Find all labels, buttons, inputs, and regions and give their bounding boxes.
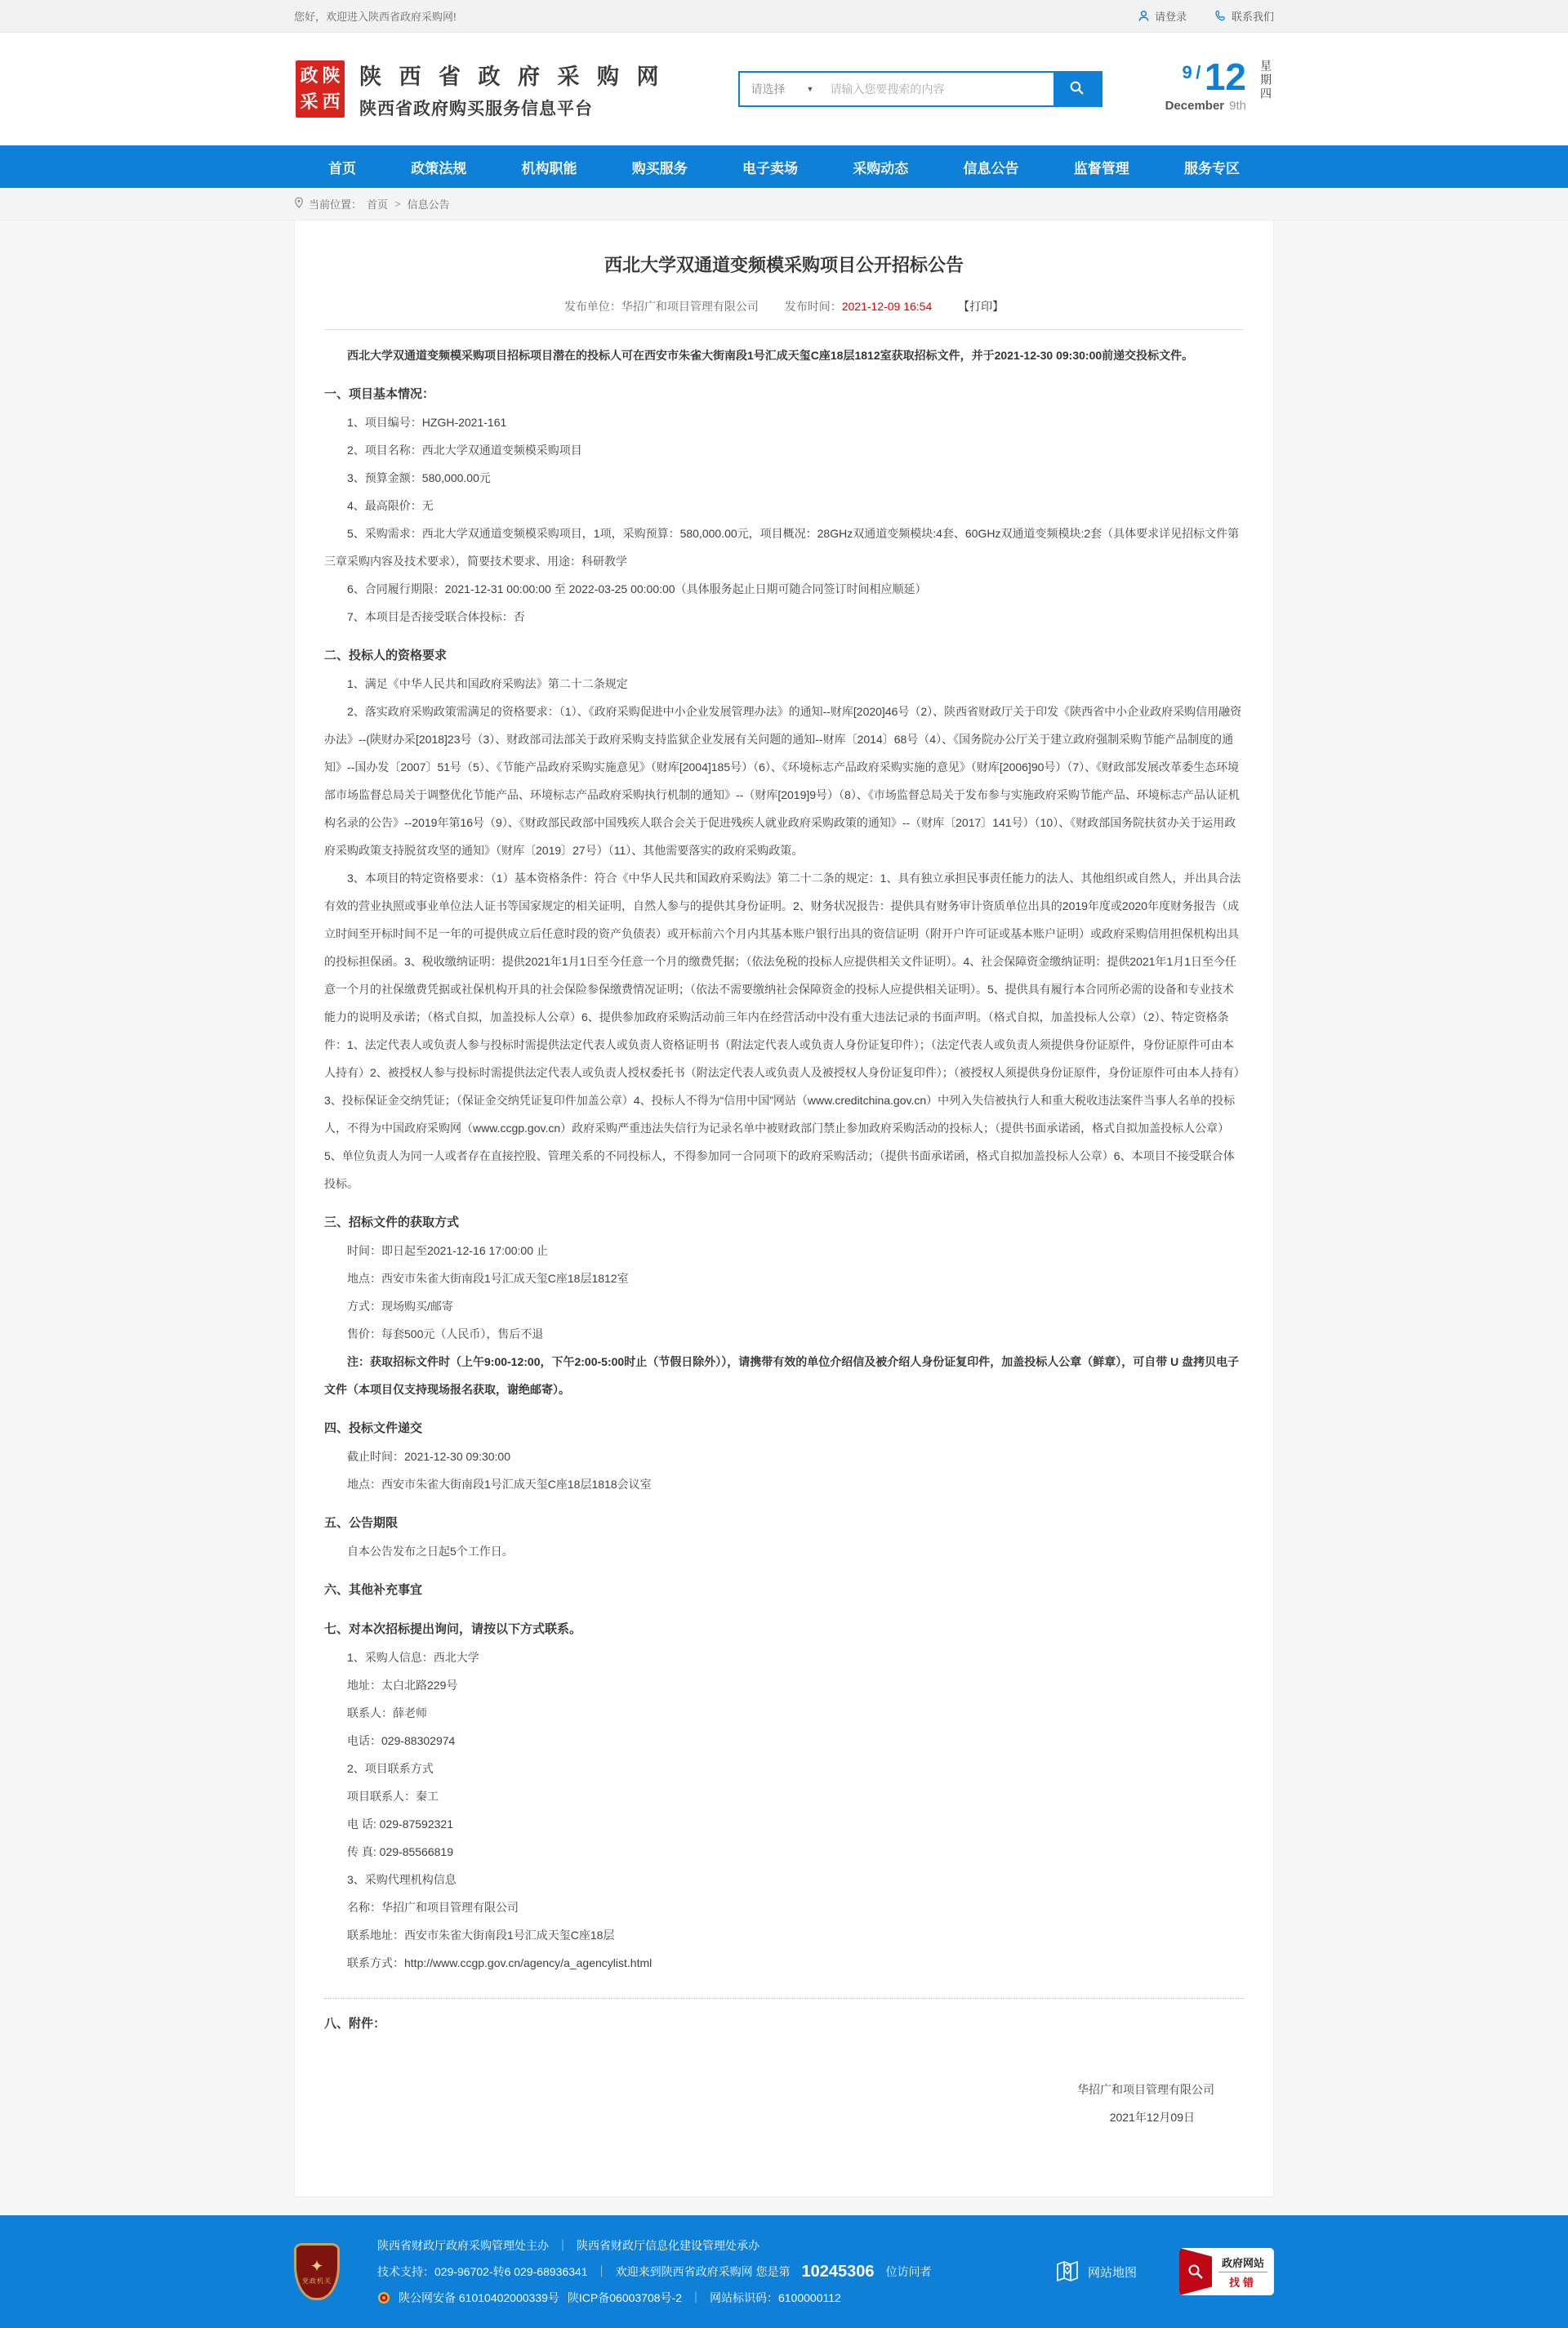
article-paragraph: 2、项目联系方式 <box>347 1762 434 1775</box>
article-paragraph: 2、落实政府采购政策需满足的资格要求：（1）、《政府采购促进中小企业发展管理办法》的通知--财库[2020]46号（2）、陕西省财政厅关于印发《陕西省中小企业政府采购信用融资办法》--(陕财办采[2018]23号（3）、财政部司法部关于政府采购支持监狱企业发展有关问题的通知--财库〔2014〕68号（4）、《国务院办公厅关于建立政府强制采购节能产品制度的通知》--国办发〔2007〕51号（5）、《节能产品政府采购实施意见》（财库[2004]185号）（6）、《环境标志产品政府采购实施的意见》（财库[2006]90号）（7）、《财政部发展改革委生态环境部市场监督总局关于调整优化节能产品、环境标志产品政府采购执行机制的通知》--（财库[2019]9号）（8）、《市场监督总局关于发布参与实施政府采购节能产品、环境标志产品认证机构名录的公告》--2019年第16号（9）、《财政部民政部中国残疾人联合会关于促进残疾人就业政府采购政策的通知》--（财库〔2017〕141号）（10）、《财政部国务院扶贫办关于运用政府采购政策支持脱贫攻坚的通知》（财库〔2019〕27号）（11）、其他需要落实的政府采购政策。 <box>324 705 1242 857</box>
search-icon <box>1069 80 1085 98</box>
search-button[interactable] <box>1054 73 1101 105</box>
login-link[interactable]: 请登录 <box>1138 8 1187 24</box>
article-body <box>324 341 1244 2131</box>
section-7-heading: 七、对本次招标提出询问，请按以下方式联系。 <box>324 1622 582 1636</box>
article-paragraph: 地点：西安市朱雀大街南段1号汇成天玺C座18层1812室 <box>347 1272 629 1285</box>
signature-company: 华招广和项目管理有限公司 <box>1077 2083 1214 2096</box>
footer-beian-line: 陕公网安备 61010402000339号 陕ICP备06003708号-2 ｜ 网站标识码：6100000112 <box>377 2285 931 2311</box>
main-nav <box>0 145 1568 188</box>
article-paragraph: 售价：每套500元（人民币），售后不退 <box>347 1327 544 1340</box>
article-paragraph: 地址：太白北路229号 <box>347 1679 458 1692</box>
article-paragraph: 2、项目名称：西北大学双通道变频模采购项目 <box>347 444 582 457</box>
search-box <box>738 71 1102 107</box>
announcement-card <box>294 221 1274 2197</box>
top-utility-bar <box>0 0 1568 33</box>
article-paragraph: 地点：西安市朱雀大街南段1号汇成天玺C座18层1818会议室 <box>347 1478 652 1491</box>
signature-date: 2021年12月09日 <box>1109 2111 1195 2124</box>
article-paragraph: 3、预算金额：580,000.00元 <box>347 471 491 484</box>
date-weekday: 星期四 <box>1259 60 1272 101</box>
article-paragraph: 1、项目编号：HZGH-2021-161 <box>347 416 507 429</box>
user-icon <box>1138 10 1150 22</box>
nav-item-e-mall[interactable]: 电子卖场 <box>742 160 798 176</box>
phone-icon <box>1214 10 1227 22</box>
print-button[interactable]: 【打印】 <box>958 300 1004 313</box>
article-paragraph: 联系人：薛老师 <box>347 1706 427 1719</box>
breadcrumb-bar <box>0 188 1568 221</box>
breadcrumb-current[interactable]: 信息公告 <box>407 198 450 211</box>
article-paragraph: 名称：华招广和项目管理有限公司 <box>347 1901 519 1914</box>
visitor-count: 10245306 <box>801 2263 875 2281</box>
publish-time-label: 发布时间： <box>784 300 842 313</box>
article-paragraph: 电 话: 029-87592321 <box>347 1817 453 1831</box>
date-month-text: December 9th <box>1165 99 1246 113</box>
publish-time-value: 2021-12-09 16:54 <box>841 300 933 313</box>
article-paragraph: 5、采购需求：西北大学双通道变频模采购项目，1项，采购预算：580,000.00元，项目概况：28GHz双通道变频模块:4套、60GHz双通道变频模块:2套（具体要求详见招标文件第三章采购内容及技术要求），简要技术要求、用途：科研教学 <box>324 527 1240 568</box>
nav-item-policies[interactable]: 政策法规 <box>411 160 467 176</box>
article-paragraph: 截止时间：2021-12-30 09:30:00 <box>347 1450 510 1463</box>
contact-link[interactable]: 联系我们 <box>1214 8 1274 24</box>
search-input[interactable] <box>823 73 1053 105</box>
section-6-heading: 六、其他补充事宜 <box>324 1583 423 1597</box>
nav-item-supervision[interactable]: 监督管理 <box>1073 160 1129 176</box>
attachment-divider <box>324 1998 1244 1999</box>
article-meta <box>324 298 1244 314</box>
article-paragraph: 3、采购代理机构信息 <box>347 1873 457 1886</box>
nav-item-purchase-services[interactable]: 购买服务 <box>631 160 688 176</box>
article-paragraph: 6、合同履行期限：2021-12-31 00:00:00 至 2022-03-25 00:00:00（具体服务起止日期可随合同签订时间相应顺延） <box>347 582 927 595</box>
article-paragraph: 7、本项目是否接受联合体投标：否 <box>347 610 525 623</box>
article-paragraph: 自本公告发布之日起5个工作日。 <box>347 1545 514 1558</box>
section-1-heading: 一、项目基本情况： <box>324 387 435 401</box>
chevron-down-icon: ▼ <box>806 85 814 93</box>
gongan-beian[interactable]: 陕公网安备 61010402000339号 <box>399 2291 559 2304</box>
article-paragraph: 联系地址：西安市朱雀大街南段1号汇成天玺C座18层 <box>347 1929 615 1942</box>
meta-divider <box>324 329 1244 330</box>
article-paragraph: 3、本项目的特定资格要求：（1）基本资格条件：符合《中华人民共和国政府采购法》第二十二条的规定：1、具有独立承担民事责任能力的法人、其他组织或自然人，并出具合法有效的营业执照或事业单位法人证书等国家规定的相关证明，自然人参与的提供其身份证明。2、财务状况报告：提供具有财务审计资质单位出具的2019年度或2020年度财务报告（成立时间至开标时间不足一年的可提供成立后任意时段的资产负债表）或开标前六个月内其基本账户银行出具的资信证明（附开户许可证或基本账户证明）或政府采购信用担保机构出具的投标担保函。3、税收缴纳证明：提供2021年1月1日至今任意一个月的缴费凭据；（依法免税的投标人应提供相关文件证明）。4、社会保障资金缴纳证明：提供2021年1月1日至今任意一个月的社保缴费凭据或社保机构开具的社会保险参保缴费情况证明；（依法不需要缴纳社会保障资金的投标人应提供相关证明）。5、提供具有履行本合同所必需的设备和专业技术能力的说明及承诺；（格式自拟，加盖投标人公章）6、提供参加政府采购活动前三年内在经营活动中没有重大违法记录的书面声明。（格式自拟，加盖投标人公章）（2）、特定资格条件：1、法定代表人或负责人参与投标时需提供法定代表人或负责人资格证明书（附法定代表人或负责人身份证复印件）；（法定代表人或负责人须提供身份证原件，身份证原件可由本人持有）2、被授权人参与投标时需提供法定代表人或负责人授权委托书（附法定代表人或负责人及被授权人身份证复印件）；（被授权人须提供身份证原件，身份证原件可由本人持有）3、投标保证金交纳凭证；（保证金交纳凭证复印件加盖公章）4、投标人不得为“信用中国”网站（www.creditchina.gov.cn）中列入失信被执行人和重大税收违法案件当事人名单的投标人，不得为中国政府采购网（www.ccgp.gov.cn）政府采购严重违法失信行为记录名单中被财政部门禁止参加政府采购活动的投标人；（提供书面承诺函，格式自拟加盖投标人公章）5、单位负责人为同一人或者存在直接控股、管理关系的不同投标人，不得参加同一合同项下的政府采购活动；（提供书面承诺函，格式自拟加盖投标人公章）6、本项目不接受联合体投标。 <box>324 872 1241 1190</box>
nav-item-procurement-news[interactable]: 采购动态 <box>853 160 909 176</box>
article-paragraph: 传 真: 029-85566819 <box>347 1845 453 1858</box>
publisher-label: 发布单位： <box>564 300 621 313</box>
nav-item-service-zone[interactable]: 服务专区 <box>1184 160 1240 176</box>
site-logo[interactable] <box>294 59 665 120</box>
article-paragraph: 4、最高限价：无 <box>347 499 434 512</box>
section-8-heading: 八、附件： <box>324 2017 386 2031</box>
location-pin-icon <box>294 197 304 211</box>
date-numbers: 9 / 12 <box>1182 56 1246 98</box>
sitemap-link[interactable]: 网站地图 <box>1055 2258 1137 2286</box>
emblem-star-icon: ✦ <box>310 2257 324 2276</box>
breadcrumb-separator: > <box>394 198 401 210</box>
search-category-select[interactable]: 请选择 ▼ <box>751 83 814 96</box>
site-subtitle: 陕西省政府购买服务信息平台 <box>359 99 593 118</box>
section-3-heading: 三、招标文件的获取方式 <box>324 1215 460 1229</box>
article-paragraph: 1、采购人信息：西北大学 <box>347 1651 479 1664</box>
section-2-heading: 二、投标人的资格要求 <box>324 649 448 662</box>
agency-link-text: 联系方式：http://www.ccgp.gov.cn/agency/a_agencylist.html <box>347 1956 653 1969</box>
signature-block <box>324 2076 1244 2131</box>
gov-site-error-report-badge[interactable]: 政府网站 找错 <box>1179 2248 1274 2295</box>
site-name: 陕 西 省 政 府 采 购 网 <box>359 64 665 89</box>
section-5-heading: 五、公告期限 <box>324 1516 399 1530</box>
public-security-badge-icon <box>377 2291 390 2304</box>
logo-seal: 政 陕 采 西 <box>294 59 346 119</box>
article-paragraph: 1、满足《中华人民共和国政府采购法》第二十二条规定 <box>347 677 628 690</box>
nav-item-home[interactable]: 首页 <box>328 160 356 176</box>
article-paragraph: 电话：029-88302974 <box>347 1734 456 1747</box>
section-4-heading: 四、投标文件递交 <box>324 1421 423 1435</box>
article-note: 注：获取招标文件时（上午9:00-12:00，下午2:00-5:00时止（节假日除外）），请携带有效的单位介绍信及被介绍人身份证复印件，加盖投标人公章（鲜章），可自带 U 盘拷贝电子文件（本项目仅支持现场报名获取，谢绝邮寄）。 <box>324 1355 1240 1396</box>
page-title: 西北大学双通道变频模采购项目公开招标公告 <box>604 255 964 275</box>
site-footer <box>0 2215 1568 2328</box>
site-code: 网站标识码：6100000112 <box>709 2291 841 2304</box>
nav-item-functions[interactable]: 机构职能 <box>521 160 577 176</box>
footer-support-line: 技术支持：029-96702-转6 029-68936341 ｜ 欢迎来到陕西省政府采购网 您是第 10245306 位访问者 <box>377 2259 931 2285</box>
welcome-text: 您好，欢迎进入陕西省政府采购网! <box>294 11 457 23</box>
article-intro: 西北大学双通道变频模采购项目招标项目潜在的投标人可在西安市朱雀大街南段1号汇成天玺C座18层1812室获取招标文件，并于2021-12-30 09:30:00前递交投标文件。 <box>347 349 1194 362</box>
breadcrumb-home[interactable]: 首页 <box>367 198 389 211</box>
error-badge-magnifier-icon <box>1179 2248 1212 2295</box>
party-government-emblem: ✦ 党政机关 <box>294 2243 340 2300</box>
main-content <box>0 221 1568 2215</box>
site-header <box>0 33 1568 145</box>
date-widget <box>1165 58 1274 120</box>
article-paragraph: 时间：即日起至2021-12-16 17:00:00 止 <box>347 1244 548 1257</box>
breadcrumb-label: 当前位置： <box>309 198 363 211</box>
article-paragraph: 项目联系人：秦工 <box>347 1790 439 1803</box>
icp-beian[interactable]: 陕ICP备06003708号-2 <box>567 2291 682 2304</box>
footer-sponsor-line: 陕西省财政厅政府采购管理处主办 ｜ 陕西省财政厅信息化建设管理处承办 <box>377 2239 760 2252</box>
sitemap-icon <box>1055 2258 1080 2286</box>
nav-item-announcements[interactable]: 信息公告 <box>963 160 1019 176</box>
article-paragraph: 方式：现场购买/邮寄 <box>347 1300 453 1313</box>
publisher-value: 华招广和项目管理有限公司 <box>621 300 759 313</box>
